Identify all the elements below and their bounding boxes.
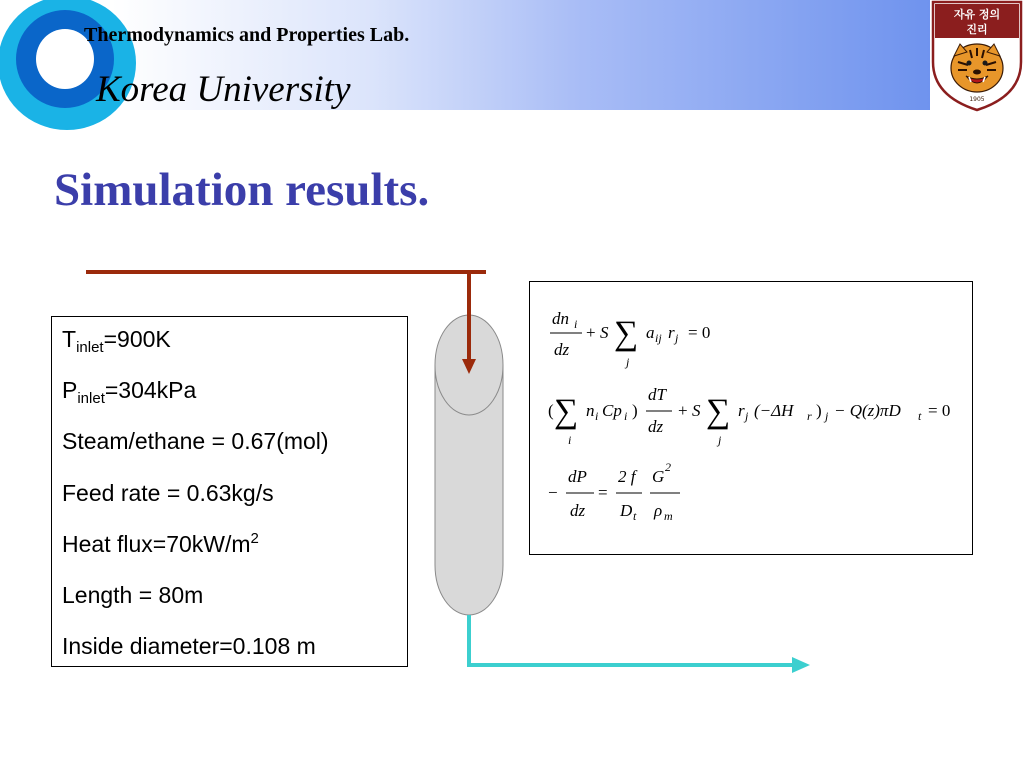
eq3-mass-flux: G	[652, 467, 665, 486]
eq2-r: r	[738, 401, 745, 420]
eq2-enthalpy: (−ΔH	[754, 401, 794, 420]
param-heat-flux: Heat $flux=70kW/m^2$	[62, 530, 259, 557]
eq2-denominator: dz	[648, 417, 664, 436]
eq3-density: ρ	[654, 501, 663, 520]
eq3-equals: =	[598, 483, 608, 502]
eq3-denominator: dz	[570, 501, 586, 520]
eq2-n: n	[586, 401, 595, 420]
eq2-enthalpy-close: )	[816, 401, 822, 420]
tiger-head-icon	[951, 44, 1003, 92]
param-feed-rate: Feed rate = 0.63kg/s	[62, 480, 274, 506]
eq3-density-sub: m	[664, 509, 673, 523]
eq3-minus: −	[548, 483, 558, 502]
inlet-pipe-top	[86, 270, 472, 274]
eq2-S: S	[692, 401, 701, 420]
eq1-sum-sub: j	[626, 355, 630, 369]
eq2-sum-i-sub: i	[568, 433, 572, 447]
emblem-motto-bottom: 진리	[966, 23, 988, 36]
equation-energy-balance	[548, 385, 950, 447]
emblem-year: 1905	[969, 96, 985, 103]
eq2-plus: +	[678, 401, 688, 420]
eq2-heat-term: − Q(z)πD	[834, 401, 901, 420]
eq3-friction-numerator: 2 f	[618, 467, 636, 486]
eq2-cp: Cp	[602, 401, 622, 420]
eq1-denominator: dz	[554, 340, 570, 359]
eq1-plus: +	[586, 323, 596, 342]
eq2-rhs: = 0	[928, 401, 951, 420]
lab-name: Thermodynamics and Properties Lab.	[84, 24, 410, 46]
eq1-numerator-sub: i	[574, 317, 578, 331]
eq3-friction-denominator-sub: t	[633, 509, 637, 523]
eq1-a-sub: ij	[655, 331, 662, 345]
slide-title: Simulation results.	[54, 164, 430, 216]
equations-box	[529, 281, 973, 555]
outlet-flow-arrow	[469, 615, 810, 673]
eq1-rhs: = 0	[688, 323, 711, 342]
eq3-friction-denominator: D	[620, 501, 633, 520]
eq2-heat-term-sub: t	[918, 409, 922, 423]
eq2-sum-j-sub: j	[718, 433, 722, 447]
eq3-mass-flux-sup: 2	[665, 460, 671, 474]
eq2-sum-j-icon: ∑	[706, 393, 731, 430]
eq2-enthalpy-close-sub: j	[825, 409, 829, 423]
eq2-r-sub: j	[745, 409, 749, 423]
eq1-r: r	[668, 323, 675, 342]
eq2-close: )	[632, 401, 638, 420]
eq1-S: S	[600, 323, 609, 342]
emblem-motto-top: 자유 정의	[953, 8, 1001, 21]
eq1-a: a	[646, 323, 655, 342]
param-inside-diameter: Inside diameter=0.108 m	[62, 633, 316, 659]
eq2-numerator: dT	[648, 385, 666, 404]
param-inlet-temperature: $T_{inlet}=900K$	[62, 326, 171, 356]
eq1-sum-icon: ∑	[614, 315, 639, 352]
param-steam-ethane-ratio: Steam/ethane = 0.67(mol)	[62, 428, 329, 454]
eq2-cp-sub: i	[624, 409, 628, 423]
eq2-sum-i-icon: ∑	[554, 393, 579, 430]
param-inlet-pressure: $P_{inlet}=304kPa$	[62, 377, 197, 407]
eq2-n-sub: i	[595, 409, 599, 423]
param-length: Length = 80m	[62, 582, 204, 608]
parameters-box	[51, 316, 408, 667]
eq1-r-sub: j	[675, 331, 679, 345]
eq2-enthalpy-sub: r	[807, 409, 812, 423]
equation-species-balance	[550, 309, 710, 369]
equation-pressure-drop	[548, 460, 680, 523]
eq1-numerator: dn	[552, 309, 569, 328]
university-name: Korea University	[96, 69, 351, 110]
korea-university-tiger-emblem-icon	[930, 0, 1024, 112]
eq3-numerator: dP	[568, 467, 587, 486]
eq2-open: (	[548, 401, 554, 420]
